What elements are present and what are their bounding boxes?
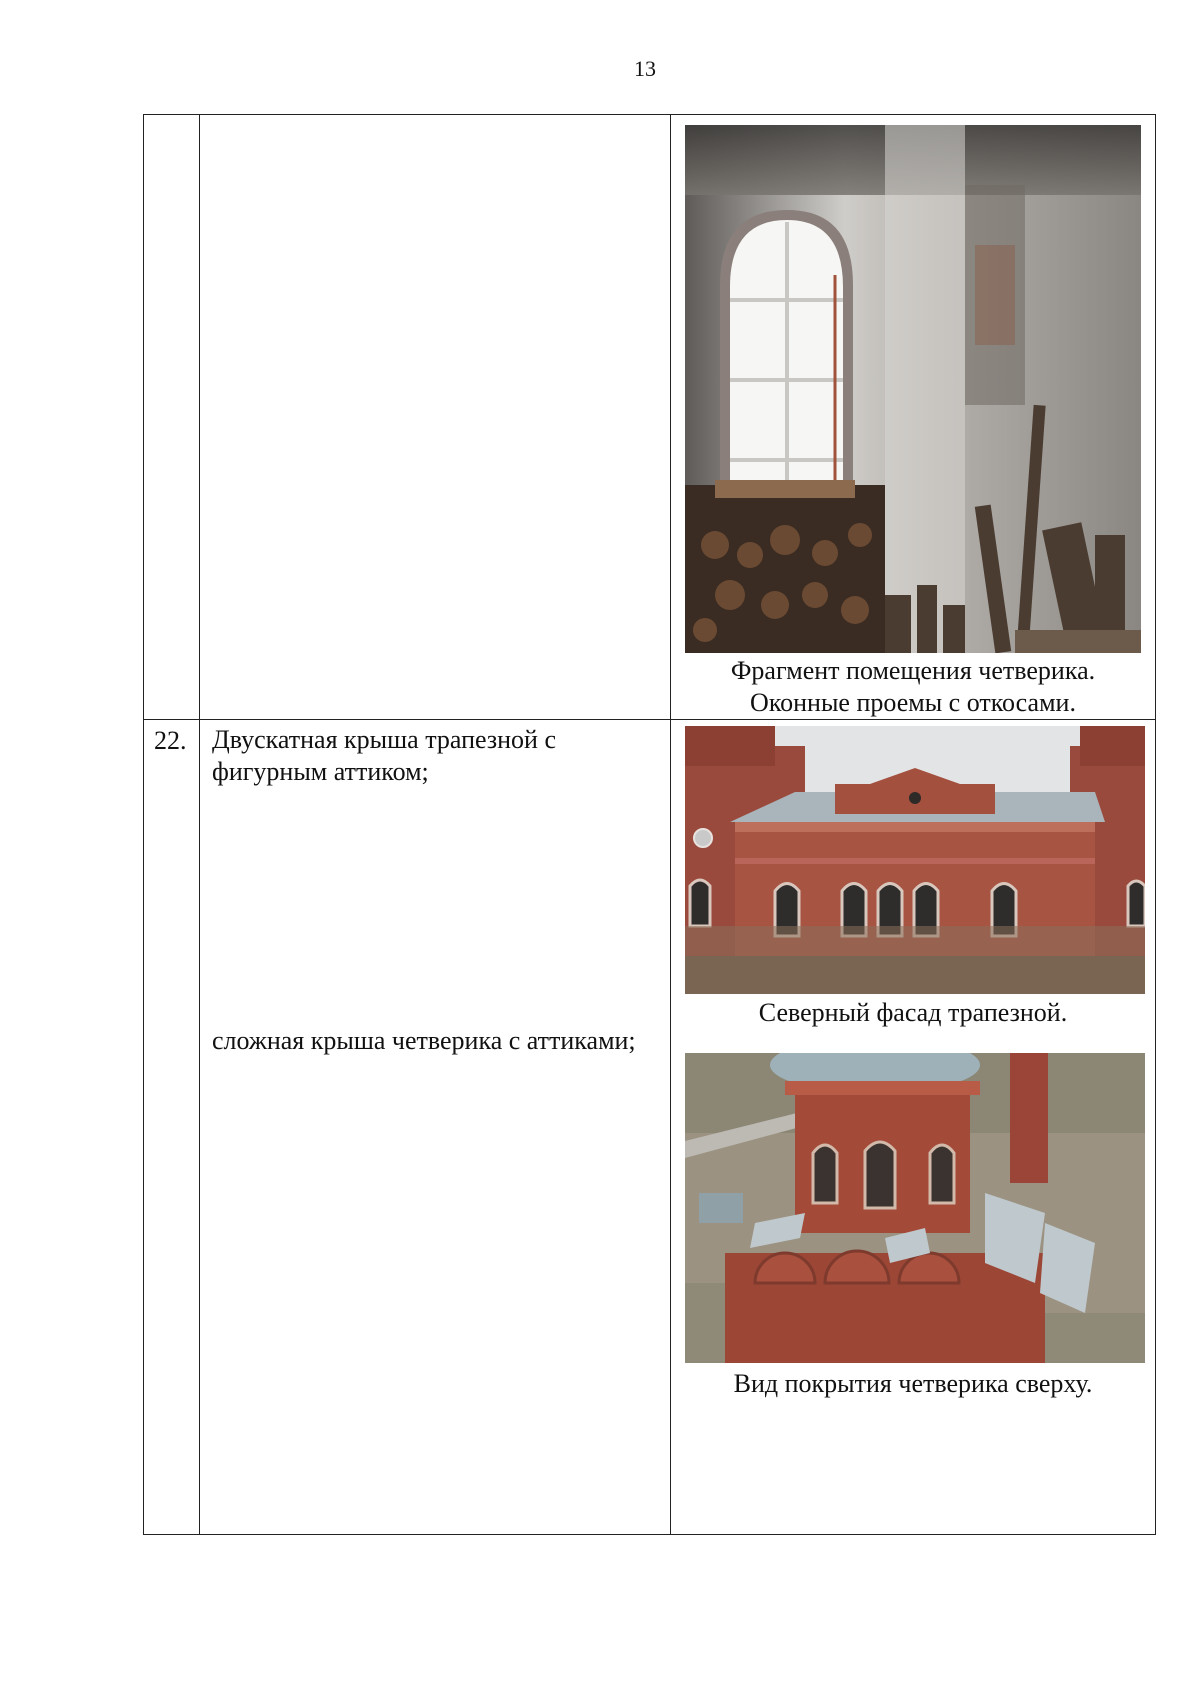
caption-line: Оконные проемы с откосами.: [750, 688, 1076, 717]
number-cell: [144, 115, 200, 720]
photo-caption: Вид покрытия четверика сверху.: [733, 1369, 1093, 1398]
table-row: [144, 115, 1156, 720]
caption-line: Фрагмент помещения четверика.: [730, 656, 1096, 685]
row-number: [144, 115, 199, 121]
table-row: [144, 720, 1156, 1535]
photo-caption: Северный фасад трапезной.: [758, 998, 1068, 1027]
description-cell: [200, 115, 671, 720]
photo-cell: [671, 115, 1156, 720]
row-number: 22.: [154, 726, 187, 755]
page-number: 13: [634, 56, 656, 81]
description-text: сложная крыша четверика с аттиками;: [212, 1026, 636, 1055]
interior-photo-icon: [685, 125, 1141, 653]
description-cell: [200, 720, 671, 1535]
photo-cell: [671, 720, 1156, 1535]
facade-photo-icon: [685, 726, 1145, 994]
description-text: Двускатная крыша трапезной с фигурным аттиком;: [212, 725, 556, 786]
roof-photo-icon: [685, 1053, 1145, 1363]
photo-caption: [671, 655, 1155, 719]
number-cell: [144, 720, 200, 1535]
document-table: [143, 114, 1156, 1535]
